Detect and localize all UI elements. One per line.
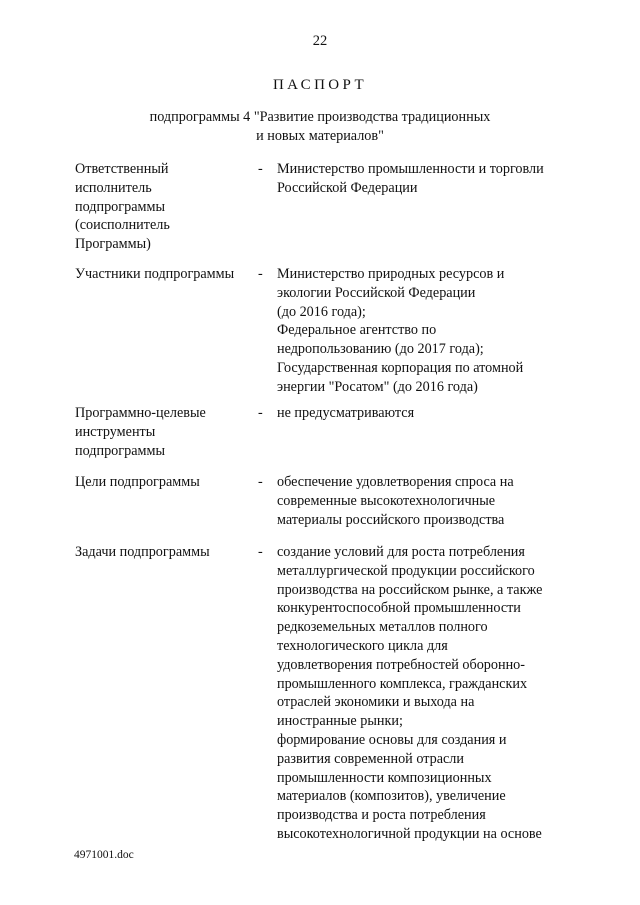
value-line: не предусматриваются xyxy=(277,405,415,421)
value-line: недропользованию (до 2017 года); xyxy=(277,341,484,358)
row-dash: - xyxy=(258,266,263,282)
value-line: промышленности композиционных xyxy=(277,769,492,786)
subtitle-line: и новых материалов" xyxy=(256,127,384,144)
row-dash: - xyxy=(258,544,263,560)
row-label xyxy=(75,543,255,562)
document-subtitle xyxy=(0,108,640,146)
row-dash: - xyxy=(258,474,263,490)
value-line: удовлетворения потребностей оборонно- xyxy=(277,656,525,673)
row-value xyxy=(277,160,577,198)
label-line: Участники подпрограммы xyxy=(75,266,235,282)
value-line: Российской Федерации xyxy=(277,179,418,196)
value-line: обеспечение удовлетворения спроса на xyxy=(277,474,514,490)
label-line: Задачи подпрограммы xyxy=(75,544,210,560)
value-line: производства и роста потребления xyxy=(277,807,486,824)
value-line: материалов (композитов), увеличение xyxy=(277,788,506,805)
value-line: конкурентоспособной промышленности xyxy=(277,600,521,617)
row-value xyxy=(277,473,577,529)
value-line: Министерство промышленности и торговли xyxy=(277,161,544,177)
row-dash: - xyxy=(258,161,263,177)
label-line: (соисполнитель xyxy=(75,217,170,234)
value-line: создание условий для роста потребления xyxy=(277,544,525,560)
row-label xyxy=(75,160,255,254)
row-dash: - xyxy=(258,405,263,421)
label-line: Программы) xyxy=(75,236,151,253)
value-line: материалы российского производства xyxy=(277,511,505,528)
value-line: иностранные рынки; xyxy=(277,713,403,730)
value-line: развития современной отрасли xyxy=(277,750,464,767)
value-line: отраслей экономики и выхода на xyxy=(277,694,475,711)
document-title: ПАСПОРТ xyxy=(272,77,368,93)
value-line: энергии "Росатом" (до 2016 года) xyxy=(277,378,478,395)
value-line: производства на российском рынке, а также xyxy=(277,581,543,598)
label-line: инструменты xyxy=(75,423,156,440)
value-line: (до 2016 года); xyxy=(277,303,366,320)
subtitle-line: подпрограммы 4 "Развитие производства традиционных xyxy=(149,109,491,125)
row-label xyxy=(75,404,255,460)
value-line: современные высокотехнологичные xyxy=(277,492,496,509)
row-value xyxy=(277,404,577,423)
row-label xyxy=(75,265,255,284)
label-line: подпрограммы xyxy=(75,442,165,459)
value-line: высокотехнологичной продукции на основе xyxy=(277,825,542,842)
value-line: экологии Российской Федерации xyxy=(277,284,476,301)
label-line: Цели подпрограммы xyxy=(75,474,200,490)
value-line: редкоземельных металлов полного xyxy=(277,619,488,636)
value-line: Министерство природных ресурсов и xyxy=(277,266,505,282)
footer-filename: 4971001.doc xyxy=(74,849,134,861)
row-value xyxy=(277,543,577,844)
value-line: Федеральное агентство по xyxy=(277,322,437,339)
label-line: исполнитель xyxy=(75,179,152,196)
value-line: промышленного комплекса, гражданских xyxy=(277,675,528,692)
row-value xyxy=(277,265,577,397)
value-line: технологического цикла для xyxy=(277,637,448,654)
row-label xyxy=(75,473,255,492)
value-line: формирование основы для создания и xyxy=(277,731,507,748)
value-line: металлургической продукции российского xyxy=(277,562,535,579)
page-number: 22 xyxy=(312,33,328,49)
value-line: Государственная корпорация по атомной xyxy=(277,359,524,376)
label-line: подпрограммы xyxy=(75,198,165,215)
label-line: Ответственный xyxy=(75,161,169,177)
label-line: Программно-целевые xyxy=(75,405,206,421)
